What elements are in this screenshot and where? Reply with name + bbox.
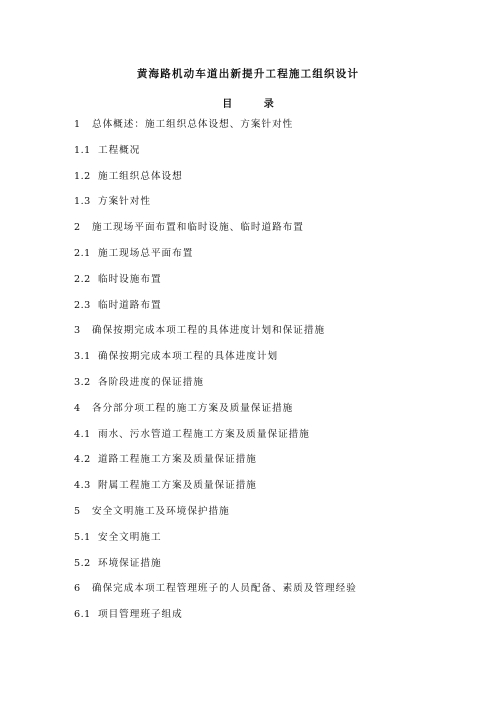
toc-entry-number: 4.1 bbox=[74, 428, 91, 440]
toc-entry bbox=[74, 324, 474, 350]
document-title: 黄海路机动车道出新提升工程施工组织设计 bbox=[136, 68, 360, 80]
toc-entry-number: 4.2 bbox=[74, 454, 91, 466]
toc-entry-number: 6.1 bbox=[74, 609, 91, 621]
toc-entry-number: 6 bbox=[74, 583, 81, 595]
toc-entry-number: 1.3 bbox=[74, 196, 91, 208]
toc-entry-number: 1.2 bbox=[74, 170, 91, 182]
toc-entry-label: 安全文明施工 bbox=[98, 531, 162, 543]
toc-entry bbox=[74, 428, 474, 454]
toc-heading: 目 录 bbox=[222, 99, 288, 110]
toc-entry-number: 4 bbox=[74, 402, 81, 414]
toc-entry-label: 确保按期完成本项工程的具体进度计划 bbox=[98, 351, 279, 363]
toc-entry bbox=[74, 582, 474, 608]
toc-entry-label: 确保完成本项工程管理班子的人员配备、素质及管理经验 bbox=[92, 583, 357, 595]
toc-entry-number: 2 bbox=[74, 222, 81, 234]
table-of-contents bbox=[74, 118, 474, 634]
toc-entry bbox=[74, 453, 474, 479]
toc-entry bbox=[74, 376, 474, 402]
toc-entry bbox=[74, 118, 474, 144]
toc-entry-label: 各阶段进度的保证措施 bbox=[98, 376, 204, 388]
toc-entry-label: 方案针对性 bbox=[98, 196, 151, 208]
toc-entry bbox=[74, 350, 474, 376]
toc-entry-label: 安全文明施工及环境保护措施 bbox=[92, 505, 230, 517]
toc-entry bbox=[74, 247, 474, 273]
toc-entry-number: 2.1 bbox=[74, 247, 91, 259]
toc-entry-label: 确保按期完成本项工程的具体进度计划和保证措施 bbox=[92, 325, 326, 337]
toc-entry bbox=[74, 144, 474, 170]
toc-entry-label: 总体概述：施工组织总体设想、方案针对性 bbox=[92, 119, 294, 130]
toc-entry bbox=[74, 505, 474, 531]
toc-entry-label: 附属工程施工方案及质量保证措施 bbox=[98, 480, 257, 492]
toc-entry-number: 1.1 bbox=[74, 144, 91, 156]
toc-entry-number: 5.1 bbox=[74, 531, 91, 543]
toc-entry bbox=[74, 221, 474, 247]
toc-entry-number: 3.2 bbox=[74, 376, 91, 388]
toc-entry-label: 雨水、污水管道工程施工方案及质量保证措施 bbox=[98, 428, 310, 440]
toc-entry-label: 项目管理班子组成 bbox=[98, 609, 183, 621]
toc-entry-number: 5.2 bbox=[74, 557, 91, 569]
toc-entry bbox=[74, 402, 474, 428]
toc-entry-number: 2.3 bbox=[74, 299, 91, 311]
toc-entry bbox=[74, 195, 474, 221]
toc-entry bbox=[74, 170, 474, 196]
toc-entry-number: 3.1 bbox=[74, 351, 91, 363]
toc-entry-number: 5 bbox=[74, 505, 81, 517]
toc-entry bbox=[74, 479, 474, 505]
toc-entry-label: 道路工程施工方案及质量保证措施 bbox=[98, 454, 257, 466]
toc-entry bbox=[74, 273, 474, 299]
toc-entry-number: 2.2 bbox=[74, 273, 91, 285]
toc-entry-number: 1 bbox=[74, 119, 81, 130]
toc-entry-number: 4.3 bbox=[74, 480, 91, 492]
toc-entry-label: 工程概况 bbox=[98, 144, 141, 156]
toc-entry-label: 施工现场总平面布置 bbox=[98, 247, 194, 259]
toc-entry bbox=[74, 299, 474, 325]
toc-entry-label: 环境保证措施 bbox=[98, 557, 162, 569]
toc-entry-number: 3 bbox=[74, 325, 81, 337]
toc-entry bbox=[74, 608, 474, 634]
toc-entry bbox=[74, 531, 474, 557]
toc-entry-label: 施工组织总体设想 bbox=[98, 170, 183, 182]
toc-entry-label: 各分部分项工程的施工方案及质量保证措施 bbox=[92, 402, 294, 414]
toc-entry-label: 临时道路布置 bbox=[98, 299, 162, 311]
toc-entry-label: 施工现场平面布置和临时设施、临时道路布置 bbox=[92, 222, 304, 234]
toc-entry-label: 临时设施布置 bbox=[98, 273, 162, 285]
toc-entry bbox=[74, 557, 474, 583]
